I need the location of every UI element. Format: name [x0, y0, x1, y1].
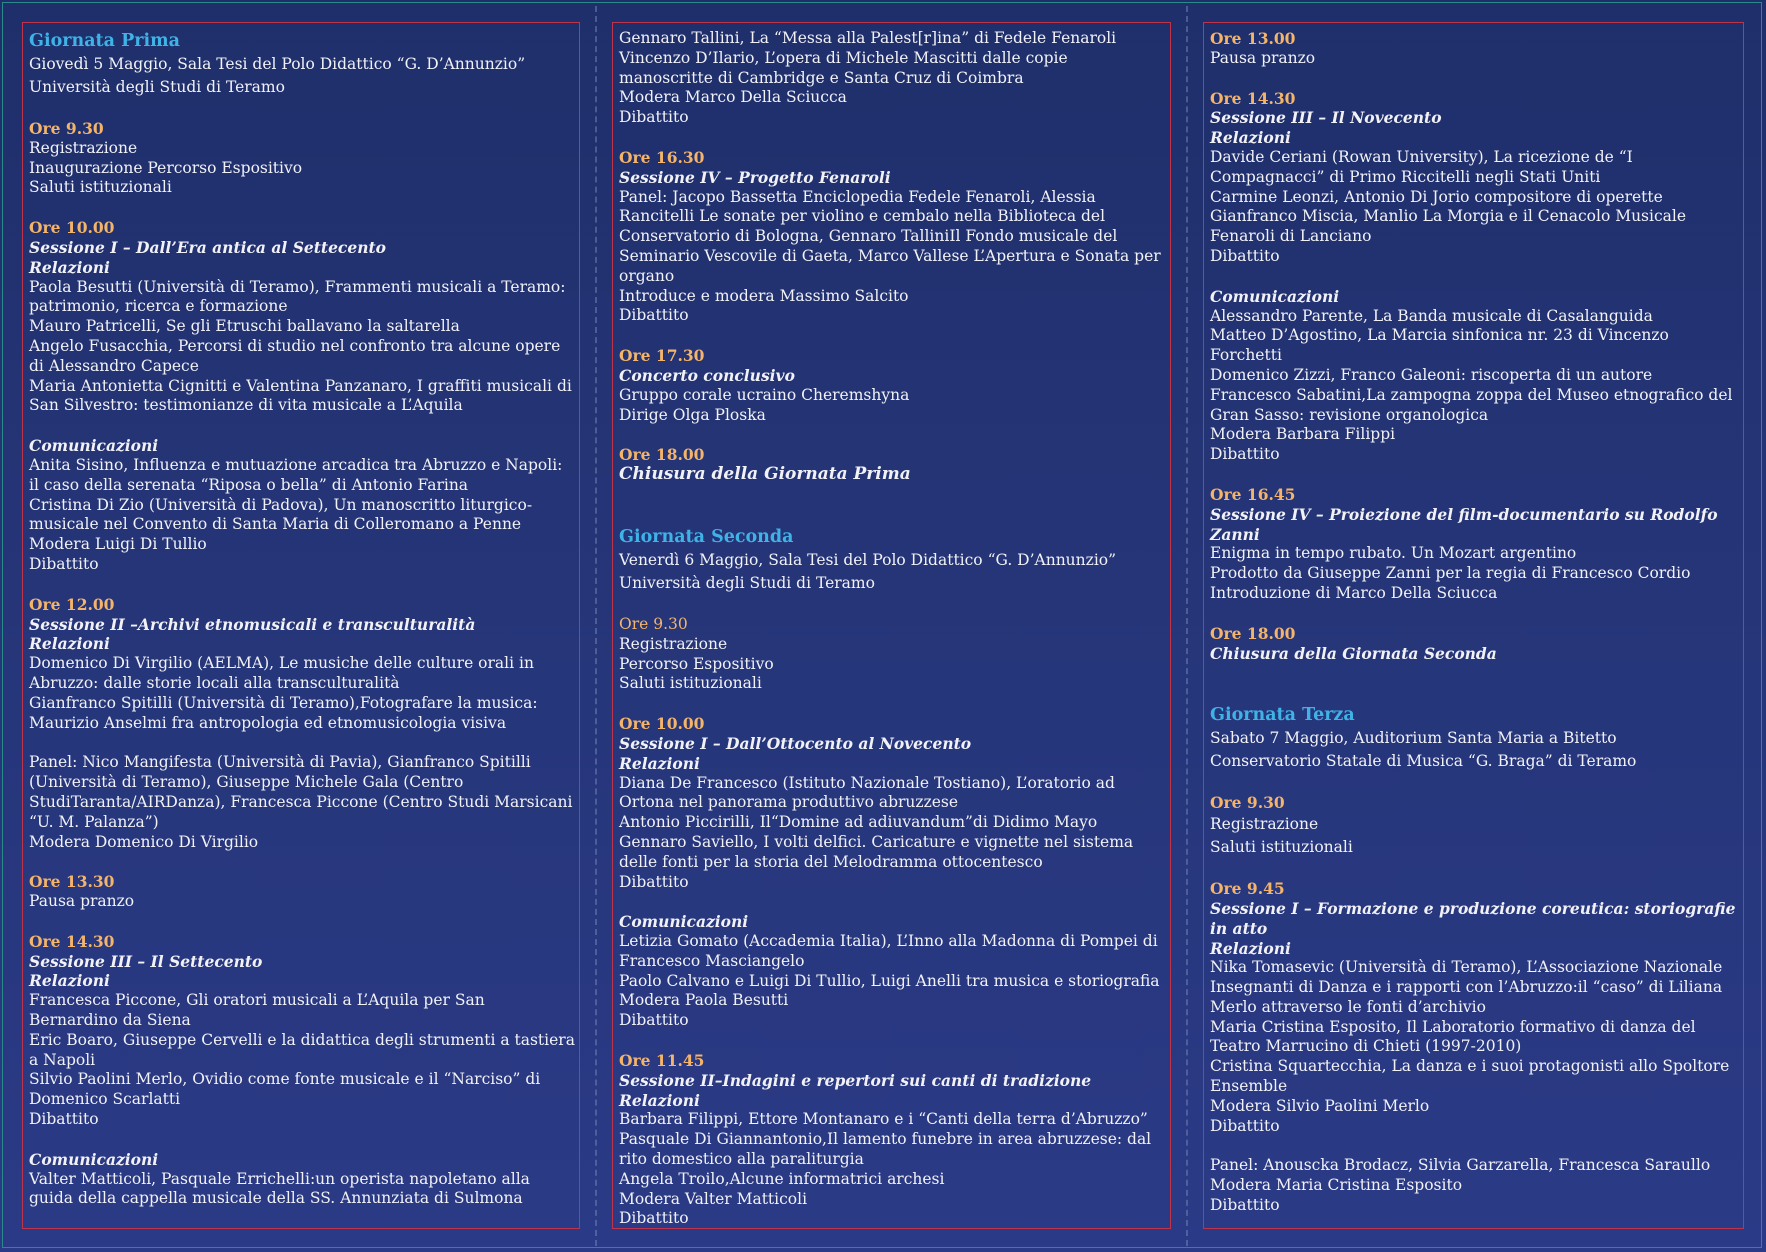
time-label: Ore 14.30: [1210, 88, 1296, 108]
venue-line: Giovedì 5 Maggio, Sala Tesi del Polo Didattico “G. D’Annunzio”: [29, 55, 526, 73]
time-label: Ore 9.45: [1210, 879, 1285, 899]
fold-line-right: [1186, 6, 1188, 1246]
subsection-label: Comunicazioni: [29, 1149, 159, 1169]
time-label: Ore 9.30: [1210, 793, 1285, 813]
program-line: Dirige Olga Ploska: [619, 405, 766, 424]
panel-left-content: [29, 29, 575, 1209]
time-label: Ore 13.30: [29, 872, 115, 892]
program-line: Domenico Zizzi, Franco Galeoni: riscoperta di un autore: [1210, 365, 1653, 384]
program-line: Letizia Gomato (Accademia Italia), L’Inno alla Madonna di Pompei di Francesco Masciangelo: [619, 932, 1158, 970]
program-line: Enigma in tempo rubato. Un Mozart argentino: [1210, 544, 1577, 563]
session-title: Sessione IV – Progetto Fenaroli: [619, 167, 891, 187]
program-line: Inaugurazione Percorso Espositivo: [29, 158, 303, 177]
program-line: Gennaro Tallini, La “Messa alla Palest[r]ina” di Fedele Fenaroli: [619, 29, 1117, 47]
program-line: Modera Valter Matticoli: [619, 1189, 808, 1208]
subsection-label: Relazioni: [1210, 938, 1291, 958]
program-line: Dibattito: [1210, 1196, 1280, 1215]
program-line: Introduzione di Marco Della Sciucca: [1210, 583, 1498, 602]
program-line: Pausa pranzo: [29, 892, 135, 911]
program-line: Matteo D’Agostino, La Marcia sinfonica nr. 23 di Vincenzo Forchetti: [1210, 326, 1669, 365]
program-line: Gianfranco Miscia, Manlio La Morgia e il Cenacolo Musicale Fenaroli di Lanciano: [1210, 207, 1687, 246]
program-line: Valter Matticoli, Pasquale Errichelli:un operista napoletano alla guida della cappella musicale della SS. Annunziata di Sulmona: [29, 1169, 530, 1208]
panel-right: [1203, 22, 1744, 1229]
program-line: Eric Boaro, Giuseppe Cervelli e la didattica degli strumenti a tastiera a Napoli: [29, 1030, 575, 1069]
program-line: Modera Luigi Di Tullio: [29, 535, 207, 554]
session-title: Sessione III – Il Novecento: [1210, 108, 1442, 128]
panel-middle-content: [619, 29, 1166, 1229]
program-line: Registrazione: [29, 138, 138, 157]
subsection-label: Comunicazioni: [619, 912, 749, 932]
panel-left: [22, 22, 580, 1229]
program-line: Diana De Francesco (Istituto Nazionale Tostiano), L’oratorio ad Ortona nel panorama produttivo abruzzese: [619, 773, 1115, 812]
program-line: Alessandro Parente, La Banda musicale di Casalanguida: [1210, 306, 1653, 325]
program-line: Dibattito: [1210, 1116, 1280, 1135]
program-line: Paola Besutti (Università di Teramo), Frammenti musicali a Teramo: patrimonio, ricerca e formazione: [29, 277, 566, 316]
subsection-label: Relazioni: [29, 257, 110, 277]
program-line: Modera Barbara Filippi: [1210, 425, 1396, 444]
subsection-label: Relazioni: [619, 753, 700, 773]
program-line: Prodotto da Giuseppe Zanni per la regia di Francesco Cordio: [1210, 564, 1691, 583]
closing-title: Chiusura della Giornata Prima: [619, 464, 911, 485]
time-label: Ore 11.45: [619, 1051, 705, 1071]
program-line: Saluti istituzionali: [619, 674, 762, 693]
fold-line-left: [595, 6, 597, 1246]
day-title-terza: Giornata Terza: [1210, 705, 1355, 726]
program-line: Cristina Di Zio (Università di Padova), Un manoscritto liturgico-musicale nel Convento di Santa Maria di Colleromano a Penne: [29, 495, 533, 534]
program-line: Pausa pranzo: [1210, 48, 1316, 67]
program-line: Dibattito: [29, 1110, 99, 1129]
time-label: Ore 10.00: [29, 218, 115, 238]
subsection-label: Relazioni: [29, 971, 110, 991]
program-line: Modera Paola Besutti: [619, 991, 789, 1010]
panel-middle: [612, 22, 1171, 1229]
day-title-prima: Giornata Prima: [29, 31, 180, 51]
session-title: Sessione II–Indagini e repertori sui canti di tradizione: [619, 1070, 1092, 1090]
program-line: Dibattito: [619, 306, 689, 325]
session-title: Sessione IV – Proiezione del film-documentario su Rodolfo Zanni: [1210, 504, 1718, 544]
program-line: Modera Silvio Paolini Merlo: [1210, 1096, 1430, 1115]
program-line: Paolo Calvano e Luigi Di Tullio, Luigi Anelli tra musica e storiografia: [619, 971, 1160, 990]
program-line: Dibattito: [619, 108, 689, 127]
program-line: Carmine Leonzi, Antonio Di Jorio compositore di operette: [1210, 187, 1663, 206]
program-line: Davide Ceriani (Rowan University), La ricezione de “I Compagnacci” di Primo Riccitelli negli Stati Uniti: [1210, 147, 1633, 186]
time-label: Ore 13.00: [1210, 29, 1296, 48]
subsection-label: Comunicazioni: [29, 436, 159, 456]
program-line: Dibattito: [619, 1011, 689, 1030]
program-line: Dibattito: [619, 872, 689, 891]
program-line: Dibattito: [29, 554, 99, 573]
program-line: Nika Tomasevic (Università di Teramo), L’Associazione Nazionale Insegnanti di Danza e i rapporti con l’Abruzzo:il “caso” di Liliana Merlo attraverso le fonti d’archivio: [1210, 958, 1723, 1016]
program-line: Domenico Di Virgilio (AELMA), Le musiche delle culture orali in Abruzzo: dalle storie locali alla transculturalità: [29, 654, 534, 692]
session-title: Sessione I – Formazione e produzione coreutica: storiografie in atto: [1210, 898, 1736, 938]
program-line: Saluti istituzionali: [1210, 838, 1353, 857]
time-label: Ore 16.30: [619, 147, 705, 167]
session-title: Sessione I – Dall’Ottocento al Novecento: [619, 733, 972, 753]
venue-line: Conservatorio Statale di Musica “G. Braga” di Teramo: [1210, 752, 1637, 771]
program-line: Maria Cristina Esposito, Il Laboratorio formativo di danza del Teatro Marrucino di Chieti (1997-2010): [1210, 1017, 1696, 1056]
program-line: Francesca Piccone, Gli oratori musicali a L’Aquila per San Bernardino da Siena: [29, 991, 485, 1030]
session-title: Sessione I – Dall’Era antica al Settecento: [29, 237, 386, 257]
time-label: Ore 18.00: [619, 445, 705, 465]
time-label: Ore 18.00: [1210, 623, 1296, 643]
subsection-label: Relazioni: [619, 1090, 700, 1110]
program-line: Maria Antonietta Cignitti e Valentina Panzanaro, I graffiti musicali di San Silvestro: testimonianze di vita musicale a L’Aquila: [29, 376, 572, 415]
time-label: Ore 10.00: [619, 714, 705, 734]
program-line: Francesco Sabatini,La zampogna zoppa del Museo etnografico del Gran Sasso: revisione organologica: [1210, 385, 1733, 424]
time-label: Ore 9.30: [619, 614, 688, 633]
program-line: Pasquale Di Giannantonio,Il lamento funebre in area abruzzese: dal rito domestico alla paraliturgia: [619, 1130, 1152, 1169]
program-line: Barbara Filippi, Ettore Montanaro e i “Canti della terra d’Abruzzo”: [619, 1110, 1148, 1129]
venue-line: Università degli Studi di Teramo: [619, 573, 875, 592]
program-line: Silvio Paolini Merlo, Ovidio come fonte musicale e il “Narciso” di Domenico Scarlatti: [29, 1070, 541, 1109]
subsection-label: Relazioni: [1210, 128, 1291, 148]
time-label: Ore 9.30: [29, 119, 104, 138]
program-line: Angelo Fusacchia, Percorsi di studio nel confronto tra alcune opere di Alessandro Capece: [29, 336, 561, 375]
program-line: Registrazione: [1210, 815, 1319, 834]
venue-line: Sabato 7 Maggio, Auditorium Santa Maria a Bitetto: [1210, 729, 1617, 748]
program-line: Panel: Anouscka Brodacz, Silvia Garzarella, Francesca Saraullo: [1210, 1156, 1711, 1175]
subsection-label: Relazioni: [29, 634, 110, 654]
day-title-seconda: Giornata Seconda: [619, 526, 794, 547]
time-label: Ore 12.00: [29, 594, 115, 614]
program-line: Dibattito: [1210, 246, 1280, 265]
session-title: Concerto conclusivo: [619, 365, 795, 385]
panel-right-content: [1210, 29, 1739, 1216]
venue-line: Venerdì 6 Maggio, Sala Tesi del Polo Didattico “G. D’Annunzio”: [619, 550, 1117, 569]
program-line: Panel: Nico Mangifesta (Università di Pavia), Gianfranco Spitilli (Università di Teramo), Giuseppe Michele Gala (Centro StudiTaranta/AIRDanza), Francesca Piccone (Centro Studi Marsicani “U. M. Palanza”): [29, 753, 573, 831]
program-line: Cristina Squartecchia, La danza e i suoi protagonisti allo Spoltore Ensemble: [1210, 1057, 1730, 1096]
program-line: Antonio Piccirilli, Il“Domine ad adiuvandum”di Didimo Mayo: [619, 813, 1098, 832]
program-line: Vincenzo D’Ilario, L’opera di Michele Mascitti dalle copie manoscritte di Cambridge e Santa Cruz di Coimbra: [619, 48, 1068, 87]
program-line: Gruppo corale ucraino Cheremshyna: [619, 385, 910, 404]
program-line: Angela Troilo,Alcune informatrici archesi: [619, 1169, 945, 1188]
session-title: Sessione III – Il Settecento: [29, 951, 263, 971]
program-line: Saluti istituzionali: [29, 178, 172, 197]
program-line: Gennaro Saviello, I volti delfici. Caricature e vignette nel sistema delle fonti per la storia del Melodramma ottocentesco: [619, 832, 1134, 871]
program-line: Registrazione: [619, 634, 728, 653]
program-line: Dibattito: [1210, 445, 1280, 464]
time-label: Ore 14.30: [29, 931, 115, 951]
program-line: Gianfranco Spitilli (Università di Teramo),Fotografare la musica: Maurizio Anselmi fra antropologia ed etnomusicologia visiva: [29, 693, 538, 732]
program-line: Panel: Jacopo Bassetta Enciclopedia Fedele Fenaroli, Alessia Rancitelli Le sonate per violino e cembalo nella Biblioteca del Conservatorio di Bologna, Gennaro TalliniIl Fondo musicale del Seminario Vescovile di Gaeta, Marco Vallese L’Apertura e Sonata per organo: [619, 187, 1161, 285]
program-line: Modera Maria Cristina Esposito: [1210, 1176, 1463, 1195]
program-line: Percorso Espositivo: [619, 654, 774, 673]
closing-title: Chiusura della Giornata Seconda: [1210, 643, 1497, 663]
subsection-label: Comunicazioni: [1210, 286, 1340, 306]
program-line: Modera Marco Della Sciucca: [619, 88, 847, 107]
program-line: Dibattito: [619, 1209, 689, 1228]
venue-line: Università degli Studi di Teramo: [29, 78, 285, 96]
time-label: Ore 16.45: [1210, 484, 1296, 504]
program-line: Introduce e modera Massimo Salcito: [619, 286, 909, 305]
time-label: Ore 17.30: [619, 346, 705, 366]
program-line: Mauro Patricelli, Se gli Etruschi ballavano la saltarella: [29, 317, 460, 336]
program-line: Modera Domenico Di Virgilio: [29, 832, 259, 851]
session-title: Sessione II –Archivi etnomusicali e transculturalità: [29, 614, 476, 634]
program-line: Anita Sisino, Influenza e mutuazione arcadica tra Abruzzo e Napoli: il caso della serenata “Riposa o bella” di Antonio Farina: [29, 455, 563, 494]
